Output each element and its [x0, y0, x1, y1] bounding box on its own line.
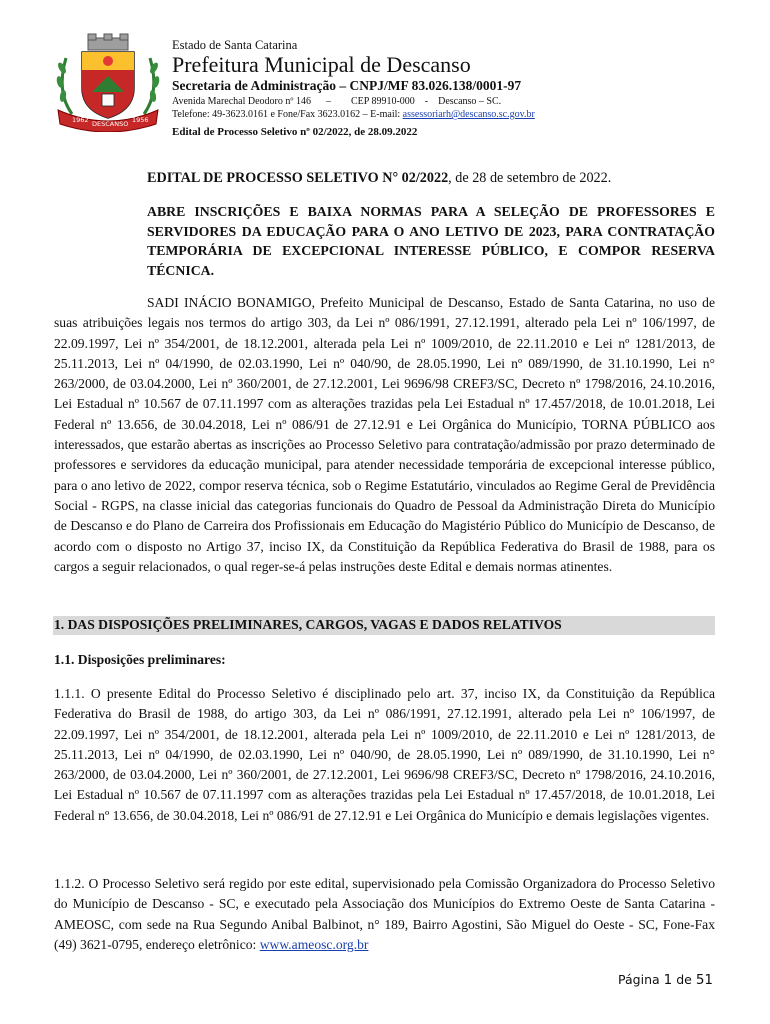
phone-text: Telefone: 49-3623.0161 e Fone/Fax 3623.0162 – E-mail: [172, 109, 403, 120]
edital-ementa: ABRE INSCRIÇÕES E BAIXA NORMAS PARA A SELEÇÃO DE PROFESSORES E SERVIDORES DA EDUCAÇÃO PARA O ANO LETIVO DE 2023, PARA CONTRATAÇÃO TEMPORÁRIA DE EXCEPCIONAL INTERESSE PÚBLICO, E COMPOR RESERVA TÉCNICA. [147, 204, 715, 278]
secretaria-cnpj: Secretaria de Administração – CNPJ/MF 83.026.138/0001-97 [172, 78, 522, 93]
crest-ribbon-center: DESCANSO [92, 120, 129, 128]
email-link[interactable]: assessoriarh@descanso.sc.gov.br [402, 109, 535, 120]
paragraph-1-1-1: 1.1.1. O presente Edital do Processo Seletivo é disciplinado pelo art. 37, inciso IX, da Constituição da República Federativa do Brasil de 1988, do artigo 303, da Lei nº 086/1991, 27.12.1991, alterado pela Lei nº 106/1997, de 22.09.1997, Lei nº 354/2001, de 18.12.2001, alterada pela Lei nº 1009/2010, de 22.11.2010 e Lei nº 1281/2013, de 25.11.2013, Lei nº 04/1990, de 02.03.1990, Lei nº 040/90, de 28.05.1990, Lei nº 089/1990, de 31.10.1990, Lei n° 263/2000, de 03.04.2000, Lei nº 360/2001, de 27.12.2001, Lei 9696/98 CREF3/SC, Decreto nº 1798/2016, 24.10.2016, Lei Estadual nº 10.567 de 07.11.1997 com as alterações trazidas pela Lei Estadual nº 17.457/2018, de 10.01.2018, Lei Federal nº 13.656, de 30.04.2018, Lei nº 086/91 de 27.12.91 e Lei Orgânica do Município e demais legislações vigentes. [54, 686, 715, 823]
crest-ribbon-left: 1962 [72, 116, 89, 124]
phone-email-line [172, 108, 732, 121]
prefeitura-name: Prefeitura Municipal de Descanso [172, 52, 471, 77]
edital-title [147, 168, 715, 188]
municipal-crest-icon [52, 32, 164, 132]
section-heading-bar [53, 616, 715, 635]
edital-title-bold: EDITAL DE PROCESSO SELETIVO N° 02/2022 [147, 170, 449, 186]
edital-reference: Edital de Processo Seletivo nº 02/2022, de 28.09.2022 [172, 126, 418, 138]
state-name: Estado de Santa Catarina [172, 38, 298, 52]
page-current: 1 [663, 972, 673, 988]
page-total: 51 [695, 972, 713, 988]
section-1-title: 1. DAS DISPOSIÇÕES PRELIMINARES, CARGOS, VAGAS E DADOS RELATIVOS [54, 617, 562, 632]
page-label: Página [618, 972, 664, 987]
paragraph-1-1-2 [54, 874, 715, 955]
subsection-1-1-title: 1.1. Disposições preliminares: [54, 652, 226, 667]
paragraph-1-1-2-text: 1.1.2. O Processo Seletivo será regido por este edital, supervisionado pela Comissão Organizadora do Processo Seletivo do Município de Descanso - SC, e executado pela Associação dos Municípios do Extremo Oeste de Santa Catarina - AMEOSC, com sede na Rua Segundo Anibal Balbinot, n° 189, Bairro Agostini, São Miguel do Oeste - SC, Fone-Fax (49) 3621-0795, endereço eletrônico: [54, 876, 715, 952]
crest-ribbon-right: 1956 [132, 116, 149, 124]
page-number [618, 972, 713, 988]
letterhead [172, 37, 732, 140]
intro-paragraph: SADI INÁCIO BONAMIGO, Prefeito Municipal de Descanso, Estado de Santa Catarina, no uso de suas atribuições legais nos termos do artigo 303, da Lei nº 086/1991, 27.12.1991, alterado pela Lei nº 106/1997, de 22.09.1997, Lei nº 354/2001, de 18.12.2001, alterada pela Lei nº 1009/2010, de 22.11.2010 e Lei nº 1281/2013, de 25.11.2013, Lei nº 04/1990, de 02.03.1990, Lei nº 040/90, de 28.05.1990, Lei nº 089/1990, de 31.10.1990, Lei n° 263/2000, de 03.04.2000, Lei nº 360/2001, de 27.12.2001, Lei 9696/98 CREF3/SC, Decreto nº 1798/2016, 24.10.2016, Lei Estadual nº 10.567 de 07.11.1997 com as alterações trazidas pela Lei Estadual nº 17.457/2018, de 10.01.2018, Lei Federal nº 13.656, de 30.04.2018, Lei nº 086/91 de 27.12.91 e Lei Orgânica do Município, TORNA PÚBLICO aos interessados, que estarão abertas as inscrições ao Processo Seletivo para contratação/admissão por prazo determinado de professores e servidores da educação municipal, para atender necessidade temporária de excepcional interesse público, para o ano letivo de 2022, compor reserva técnica, sob o Regime Estatutário, vinculados ao Regime Geral de Previdência Social - RGPS, na classe inicial das categorias funcionais do Quadro de Pessoal da Administração Direta do Município de Descanso e do Plano de Carreira dos Profissionais em Educação do Magistério Público do Município de Descanso, de acordo com o disposto no Artigo 37, inciso IX, da Constituição da República Federativa do Brasil de 1988, para os cargos a seguir relacionados, o qual reger-se-á pelas instruções deste Edital e demais normas atinentes. [54, 295, 715, 574]
ameosc-link[interactable]: www.ameosc.org.br [259, 936, 369, 952]
address-line: Avenida Marechal Deodoro nº 146 – CEP 89910-000 - Descanso – SC. [172, 96, 502, 107]
page-separator: de [672, 972, 696, 987]
edital-title-date: , de 28 de setembro de 2022. [448, 170, 612, 186]
